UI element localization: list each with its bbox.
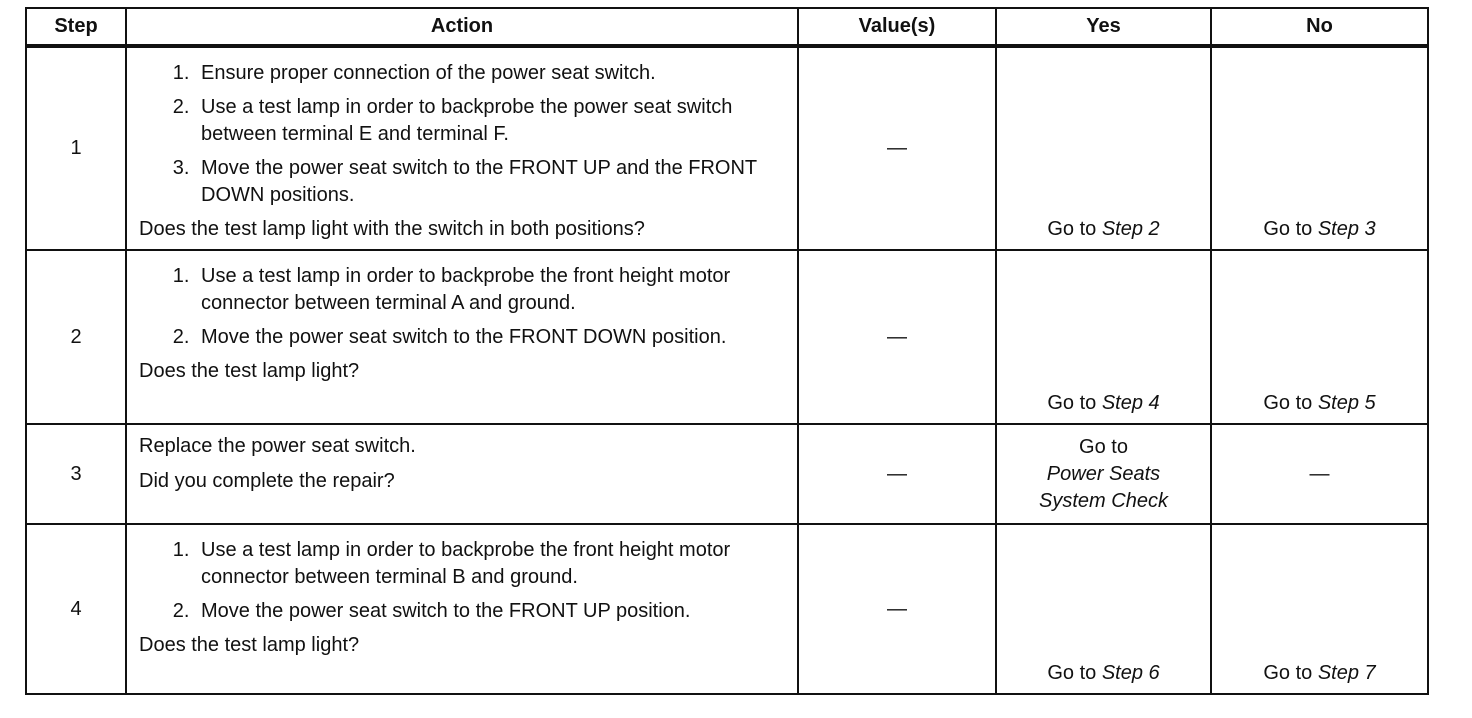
header-action: Action xyxy=(126,8,798,46)
step-number: 4 xyxy=(26,524,126,694)
yes-prefix: Go to xyxy=(1047,218,1102,240)
value-cell xyxy=(798,524,996,694)
table-row-step-3 xyxy=(26,424,1428,524)
yes-step-link[interactable]: Step 6 xyxy=(1101,662,1160,684)
power-seats-check-link[interactable]: Power Seats xyxy=(1046,462,1161,485)
action-item: 3. Move the power seat switch to the FRONT UP and the FRONT DOWN positions. xyxy=(195,155,789,209)
no-cell xyxy=(1211,524,1428,694)
yes-cell xyxy=(996,46,1211,250)
yes-prefix: Go to xyxy=(1047,662,1102,684)
yes-cell xyxy=(996,424,1211,524)
no-cell xyxy=(1211,250,1428,424)
step-number: 3 xyxy=(26,424,126,524)
value-cell xyxy=(798,250,996,424)
yes-cell xyxy=(996,524,1211,694)
no-prefix: Go to xyxy=(1263,662,1318,684)
header-row xyxy=(26,8,1428,46)
action-item: 1. Use a test lamp in order to backprobe the front height motor connector between terminal A and ground. xyxy=(195,263,789,317)
no-step-link[interactable]: Step 5 xyxy=(1317,392,1376,414)
action-list xyxy=(139,60,789,209)
header-yes: Yes xyxy=(996,8,1211,46)
action-list xyxy=(139,537,789,625)
yes-prefix: Go to xyxy=(1079,435,1128,458)
header-values: Value(s) xyxy=(798,8,996,46)
action-question: Did you complete the repair? xyxy=(139,470,395,492)
value-cell xyxy=(798,424,996,524)
value-dash: — xyxy=(887,137,907,159)
table-row-step-4 xyxy=(26,524,1428,694)
action-question: Does the test lamp light? xyxy=(139,360,360,382)
yes-step-link[interactable]: Step 4 xyxy=(1101,392,1160,414)
header-step: Step xyxy=(26,8,126,46)
value-dash: — xyxy=(887,462,907,485)
table-row-step-2 xyxy=(26,250,1428,424)
table-row-step-1 xyxy=(26,46,1428,250)
action-item: 1. Use a test lamp in order to backprobe the front height motor connector between terminal B and ground. xyxy=(195,537,789,591)
action-item: 1. Ensure proper connection of the power seat switch. xyxy=(195,60,789,87)
no-dash: — xyxy=(1309,462,1330,485)
action-cell xyxy=(126,250,798,424)
no-step-link[interactable]: Step 7 xyxy=(1317,662,1376,684)
action-item: 2. Use a test lamp in order to backprobe the power seat switch between terminal E and terminal F. xyxy=(195,94,789,148)
diagnostic-table xyxy=(25,7,1429,695)
yes-cell xyxy=(996,250,1211,424)
action-instruction: Replace the power seat switch. xyxy=(139,435,416,457)
no-prefix: Go to xyxy=(1263,218,1318,240)
no-cell xyxy=(1211,424,1428,524)
action-question: Does the test lamp light with the switch in both positions? xyxy=(139,218,645,240)
no-cell xyxy=(1211,46,1428,250)
yes-prefix: Go to xyxy=(1047,392,1102,414)
step-number: 1 xyxy=(26,46,126,250)
no-step-link[interactable]: Step 3 xyxy=(1317,218,1376,240)
value-dash: — xyxy=(887,597,907,620)
step-number: 2 xyxy=(26,250,126,424)
action-cell xyxy=(126,424,798,524)
action-item: 2. Move the power seat switch to the FRONT DOWN position. xyxy=(195,324,789,351)
header-no: No xyxy=(1211,8,1428,46)
action-list xyxy=(139,263,789,351)
action-cell xyxy=(126,46,798,250)
action-item: 2. Move the power seat switch to the FRONT UP position. xyxy=(195,598,789,625)
value-cell xyxy=(798,46,996,250)
action-cell xyxy=(126,524,798,694)
yes-step-link[interactable]: Step 2 xyxy=(1101,218,1160,240)
no-prefix: Go to xyxy=(1263,392,1318,414)
value-dash: — xyxy=(887,325,907,348)
action-question: Does the test lamp light? xyxy=(139,634,360,656)
power-seats-check-link-line2[interactable]: System Check xyxy=(1039,489,1168,512)
